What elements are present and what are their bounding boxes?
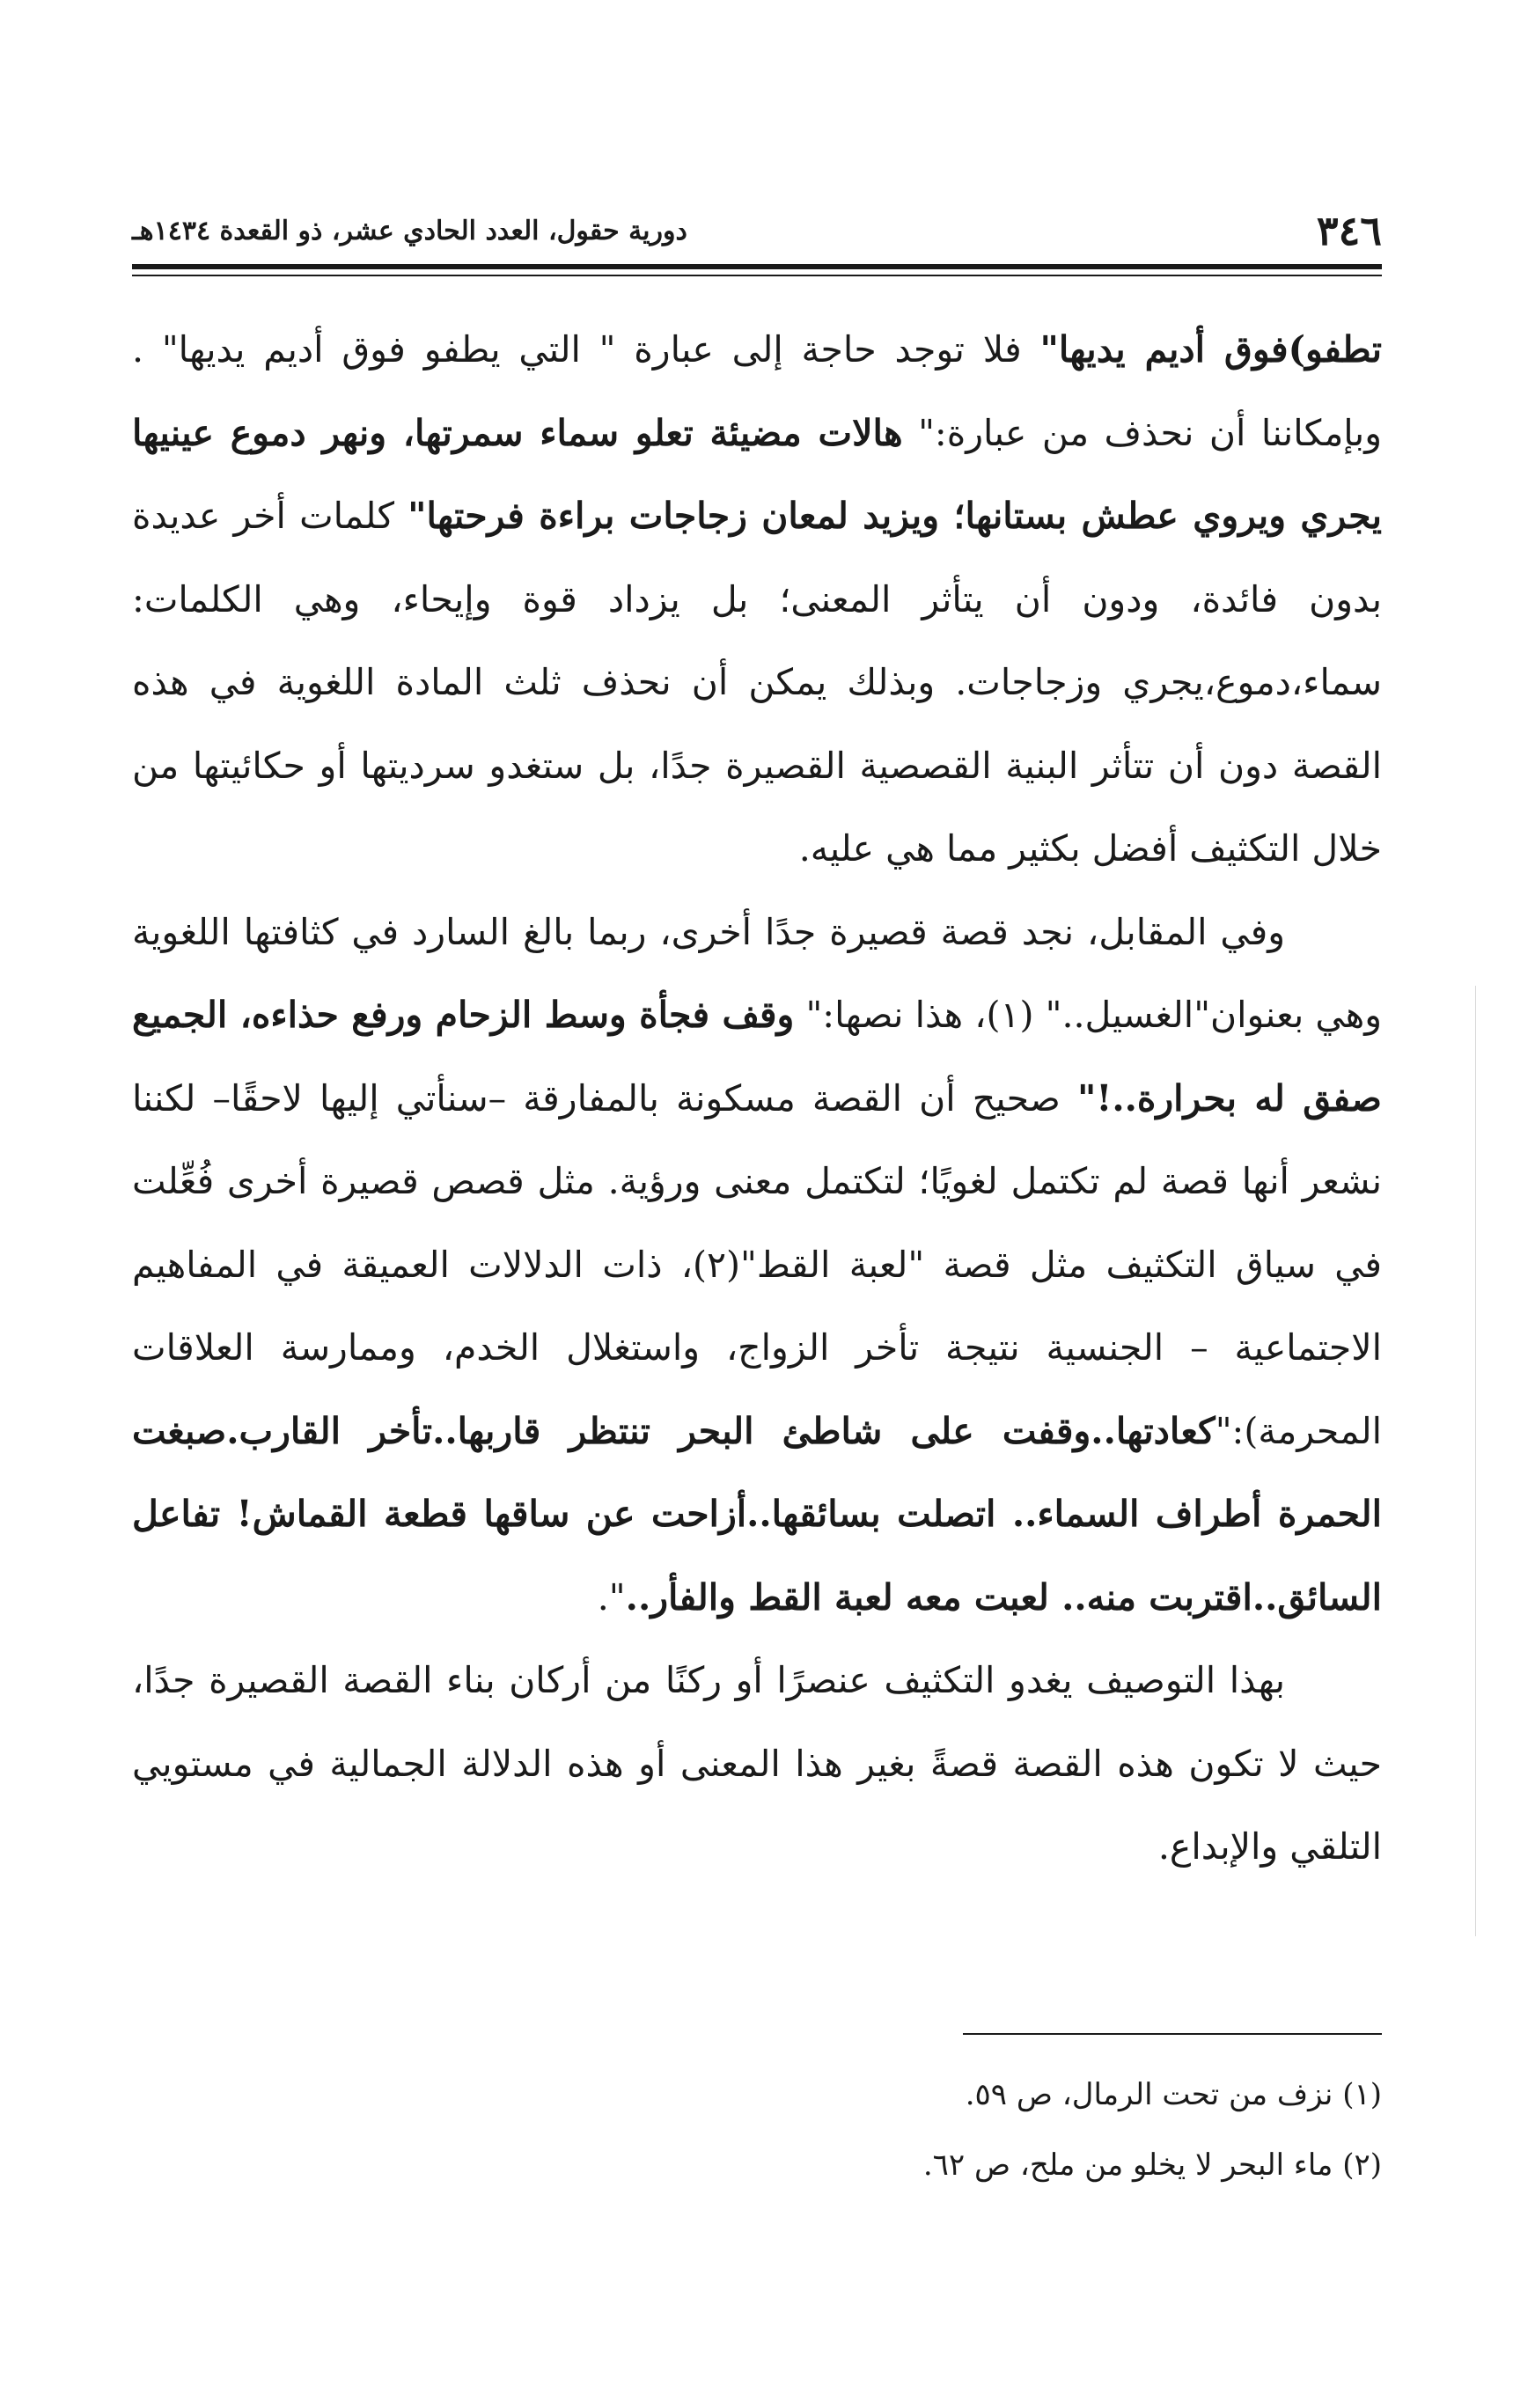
running-header	[132, 204, 1382, 257]
bold-phrase: تطفو)فوق أديم يديها"	[1039, 328, 1382, 371]
text-run: صحيح أن القصة مسكونة بالمفارقة –سنأتي إليها لاحقًا– لكننا نشعر أنها قصة لم تكتمل لغويًا؛ لتكتمل معنى ورؤية. مثل قصص قصيرة أخرى فُعِّلت في سياق التكثيف مثل قصة "لعبة القط"(٢)، ذات الدلالات العميقة في المفاهيم الاجتماعية – الجنسية نتيجة تأخر الزواج، واستغلال الخدم، وممارسة العلاقات المحرمة):"	[132, 1076, 1382, 1452]
paragraph-3: بهذا التوصيف يغدو التكثيف عنصرًا أو ركنًا من أركان بناء القصة القصيرة جدًا، حيث لا تكون هذه القصة قصةً بغير هذا المعنى أو هذه الدلالة الجمالية في مستويي التلقي والإبداع.	[132, 1659, 1382, 1868]
header-rule-thick	[132, 264, 1382, 269]
paragraph-2	[132, 891, 1382, 1640]
bold-quote: وقف فجأة وسط الزحام ورفع حذاءه، الجميع صفق له بحرارة..!"	[132, 994, 1382, 1120]
text-run: وفي المقابل، نجد قصة قصيرة جدًا أخرى، ربما بالغ السارد في كثافتها اللغوية وهي بعنوان"الغسيل.." (١)، هذا نصها:"	[132, 910, 1383, 1036]
text-run: فلا توجد حاجة إلى عبارة " التي يطفو فوق أديم يديها" . وبإمكاننا أن نحذف من عبارة:"	[132, 328, 1382, 454]
header-rule-thin	[132, 275, 1382, 276]
bold-quote: هالات مضيئة تعلو سماء سمرتها، ونهر دموع عينيها يجري ويروي عطش بستانها؛ ويزيد لمعان زجاجات براءة فرحتها"	[132, 411, 1382, 537]
journal-title: دورية حقول، العدد الحادي عشر، ذو القعدة ١٤٣٤هـ	[132, 216, 687, 246]
footnote-rule	[963, 2033, 1382, 2035]
footnote-2: (٢) ماء البحر لا يخلو من ملح، ص ٦٢.	[922, 2147, 1382, 2183]
footnotes	[132, 2059, 1382, 2200]
page-number: ٣٤٦	[1316, 207, 1382, 254]
text-run: كلمات أخر عديدة بدون فائدة، ودون أن يتأثر المعنى؛ بل يزداد قوة وإيحاء، وهي الكلمات: سماء،دموع،يجري وزجاجات. وبذلك يمكن أن نحذف ثلث المادة اللغوية في هذه القصة دون أن تتأثر البنية القصصية القصيرة جدًا، بل ستغدو سرديتها أو حكائيتها من خلال التكثيف أفضل بكثير مما هي عليه.	[132, 495, 1382, 870]
body-text	[132, 308, 1382, 1889]
scan-edge-line	[1475, 986, 1476, 1936]
paragraph-1	[132, 308, 1382, 891]
bold-quote: كعادتها..وقفت على شاطئ البحر تنتظر قاربها..تأخر القارب.صبغت الحمرة أطراف السماء.. اتصلت بسائقها..أزاحت عن ساقها قطعة القماش! تفاعل السائق..اقتربت منه.. لعبت معه لعبة القط والفأر..	[132, 1409, 1382, 1619]
text-run: ".	[597, 1575, 626, 1619]
footnote-1: (١) نزف من تحت الرمال، ص ٥٩.	[965, 2077, 1382, 2112]
